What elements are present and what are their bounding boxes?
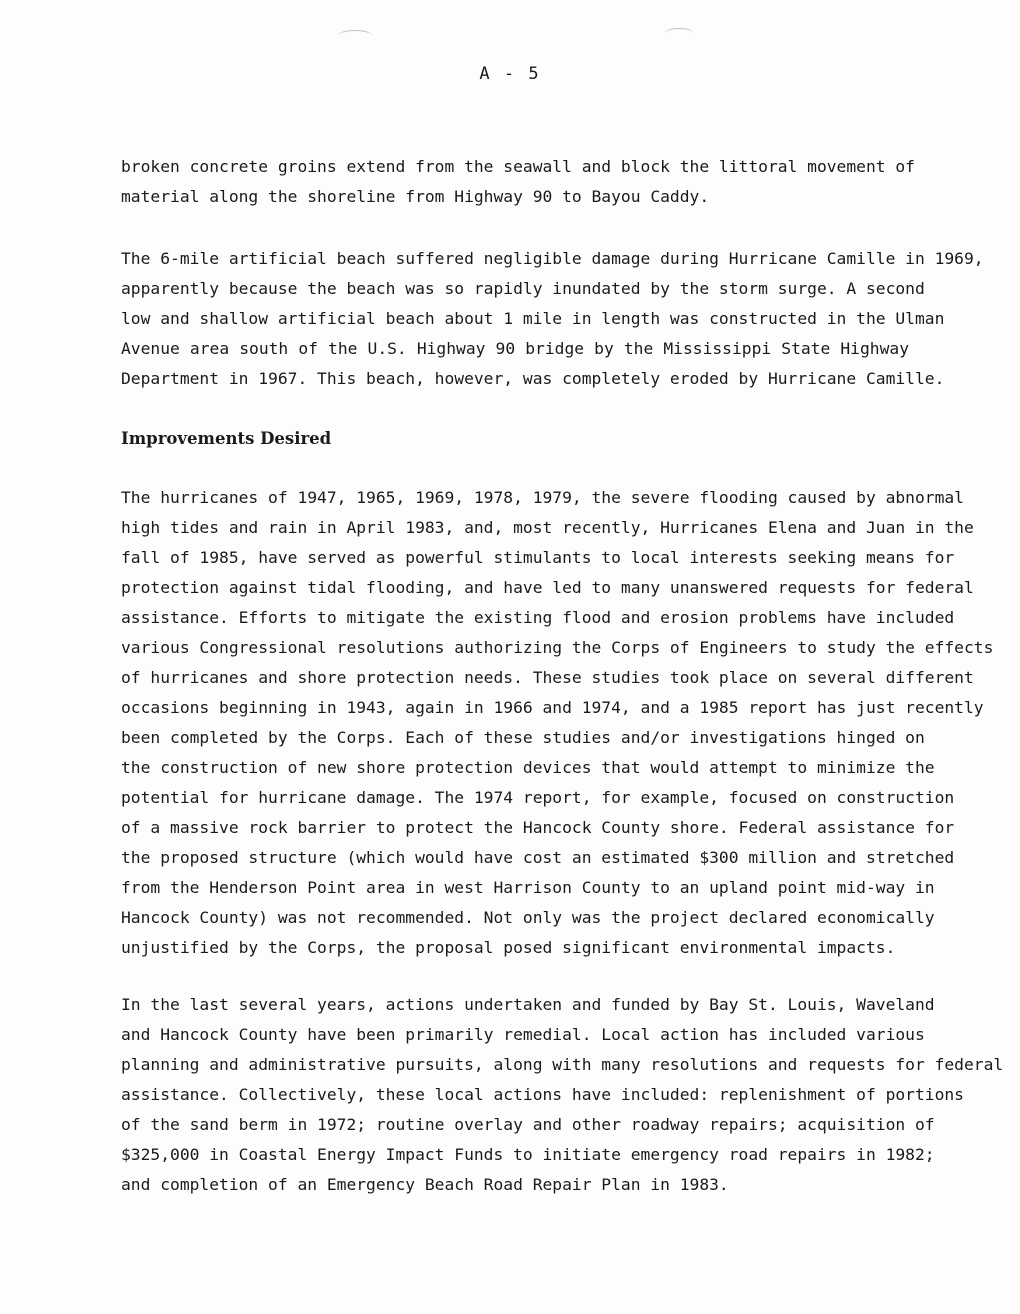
text-line: broken concrete groins extend from the seawall and block the littoral movement of — [121, 157, 915, 176]
text-line: $325,000 in Coastal Energy Impact Funds to initiate emergency road repairs in 1982; — [121, 1145, 935, 1164]
text-line: and Hancock County have been primarily remedial. Local action has included various — [121, 1025, 925, 1044]
text-line: Avenue area south of the U.S. Highway 90 bridge by the Mississippi State Highway — [121, 339, 909, 358]
text-line: high tides and rain in April 1983, and, most recently, Hurricanes Elena and Juan in the — [121, 518, 974, 537]
text-line: the proposed structure (which would have cost an estimated $300 million and stretched — [121, 848, 955, 867]
text-line: low and shallow artificial beach about 1 mile in length was constructed in the Ulman — [121, 309, 945, 328]
text-line: unjustified by the Corps, the proposal posed significant environmental impacts. — [121, 938, 896, 957]
text-line: The 6-mile artificial beach suffered negligible damage during Hurricane Camille in 1969, — [121, 249, 984, 268]
text-line: planning and administrative pursuits, along with many resolutions and requests for federal — [121, 1055, 1004, 1074]
text-line: In the last several years, actions undertaken and funded by Bay St. Louis, Waveland — [121, 995, 935, 1014]
paragraph-1 — [121, 152, 915, 212]
scan-mark — [664, 28, 694, 39]
text-line: the construction of new shore protection devices that would attempt to minimize the — [121, 758, 935, 777]
text-line: The hurricanes of 1947, 1965, 1969, 1978, 1979, the severe flooding caused by abnormal — [121, 488, 964, 507]
text-line: and completion of an Emergency Beach Road Repair Plan in 1983. — [121, 1175, 729, 1194]
text-line: of the sand berm in 1972; routine overlay and other roadway repairs; acquisition of — [121, 1115, 935, 1134]
text-line: of hurricanes and shore protection needs. These studies took place on several different — [121, 668, 974, 687]
text-line: assistance. Efforts to mitigate the existing flood and erosion problems have included — [121, 608, 955, 627]
section-heading: Improvements Desired — [121, 429, 332, 448]
text-line: assistance. Collectively, these local actions have included: replenishment of portions — [121, 1085, 964, 1104]
page-number: A - 5 — [479, 64, 541, 84]
text-line: potential for hurricane damage. The 1974 report, for example, focused on construction — [121, 788, 955, 807]
text-line: various Congressional resolutions authorizing the Corps of Engineers to study the effects — [121, 638, 994, 657]
text-line: Hancock County) was not recommended. Not only was the project declared economically — [121, 908, 935, 927]
paragraph-4 — [121, 990, 1004, 1200]
text-line: Department in 1967. This beach, however, was completely eroded by Hurricane Camille. — [121, 369, 945, 388]
text-line: material along the shoreline from Highway 90 to Bayou Caddy. — [121, 187, 710, 206]
text-line: fall of 1985, have served as powerful stimulants to local interests seeking means for — [121, 548, 955, 567]
text-line: protection against tidal flooding, and have led to many unanswered requests for federal — [121, 578, 974, 597]
paragraph-3 — [121, 483, 994, 963]
text-line: from the Henderson Point area in west Harrison County to an upland point mid-way in — [121, 878, 935, 897]
scan-mark — [338, 30, 372, 41]
text-line: of a massive rock barrier to protect the Hancock County shore. Federal assistance for — [121, 818, 955, 837]
text-line: been completed by the Corps. Each of these studies and/or investigations hinged on — [121, 728, 925, 747]
text-line: apparently because the beach was so rapidly inundated by the storm surge. A second — [121, 279, 925, 298]
text-line: occasions beginning in 1943, again in 1966 and 1974, and a 1985 report has just recently — [121, 698, 984, 717]
paragraph-2 — [121, 244, 984, 394]
